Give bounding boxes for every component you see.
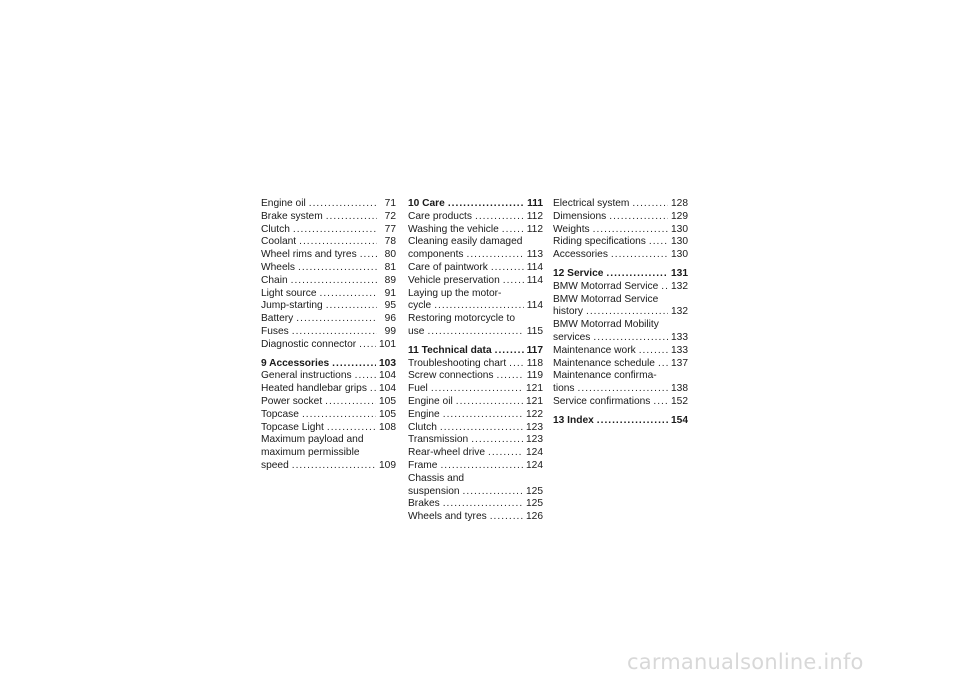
toc-chapter-heading [553,415,688,428]
toc-entry [408,383,543,396]
toc-page-number: 114 [526,261,543,273]
toc-entry [408,498,543,511]
toc-entry-title: Diagnostic connector [261,338,357,350]
toc-entry-row [261,370,396,383]
dot-leader [325,396,376,409]
toc-entry-title: Frame [408,459,438,471]
toc-entry-row [261,236,396,249]
toc-page-number: 89 [384,274,396,286]
dot-leader [292,326,377,339]
toc-entry-title-line: BMW Motorrad Service [553,293,659,305]
toc-entry [408,236,543,262]
toc-entry-row [261,313,396,326]
toc-entry-row [553,268,688,281]
dot-leader [370,383,376,396]
toc-entry-title: Service confirmations [553,395,651,407]
toc-page-number: 121 [526,383,543,395]
toc-page-number: 81 [384,261,396,273]
toc-entry-row [408,396,543,409]
toc-entry-row [408,358,543,371]
toc-page-number: 128 [671,198,688,209]
toc-entry-row [261,358,396,371]
toc-page-number: 111 [527,198,543,209]
dot-leader [434,300,524,313]
toc-entry-title: Engine oil [408,395,453,407]
toc-entry-title-line: BMW Motorrad Mobility [553,319,659,331]
toc-page-number: 101 [379,338,396,350]
toc-entry-row [261,422,396,435]
toc-page-number: 115 [526,325,543,337]
toc-page-number: 91 [384,287,396,299]
toc-entry [408,224,543,237]
toc-chapter-heading [408,198,543,211]
toc-page-number: 108 [379,421,396,433]
toc-entry-title: Screw connections [408,370,494,382]
dot-leader [639,345,668,358]
dot-leader [471,434,523,447]
dot-leader [611,249,668,262]
toc-page-number: 119 [526,370,543,382]
dot-leader [597,415,668,428]
toc-entry-title: services [553,331,591,343]
dot-leader [509,358,524,371]
toc-page-number: 130 [671,236,688,248]
toc-entry-row [553,358,688,371]
toc-page-number: 126 [526,511,543,523]
toc-entry-row [261,275,396,288]
toc-entry [261,396,396,409]
dot-leader [298,262,377,275]
toc-entry [261,434,396,472]
toc-page-number: 72 [384,210,396,222]
toc-page-number: 77 [384,223,396,235]
toc-entry [261,383,396,396]
toc-entry-title: Washing the vehicle [408,223,499,235]
toc-entry-row [408,422,543,435]
toc-entry-title: Electrical system [553,198,630,209]
toc-entry-row [408,486,543,499]
toc-page-number: 114 [526,274,543,286]
toc-entry-title: components [408,249,464,261]
toc-page-number: 132 [671,280,688,292]
watermark-text: carmanualsonline.info [627,650,864,674]
toc-entry-row [408,511,543,524]
toc-entry-row [553,306,688,319]
dot-leader [292,460,376,473]
toc-entry-title: Power socket [261,395,323,407]
toc-entry-row [408,262,543,275]
toc-entry-title: Dimensions [553,210,607,222]
toc-entry [553,345,688,358]
toc-entry [261,224,396,237]
toc-column-2 [408,198,543,524]
toc-entry-title: Engine [408,408,440,420]
toc-entry-row [261,409,396,422]
toc-entry [261,262,396,275]
toc-entry [408,409,543,422]
toc-entry-title: tions [553,383,575,395]
dot-leader [456,396,523,409]
toc-entry-title: BMW Motorrad Service [553,280,659,292]
toc-entry-row [261,211,396,224]
toc-entry [408,358,543,371]
toc-entry-row [261,198,396,211]
dot-leader [658,358,668,371]
toc-page-number: 121 [526,395,543,407]
toc-page-number: 104 [379,370,396,382]
toc-page-number: 99 [384,325,396,337]
toc-page-number: 114 [526,300,543,312]
toc-entry [553,319,688,345]
toc-entry-title: General instructions [261,370,352,382]
toc-entry [408,447,543,460]
toc-page-number: 112 [526,210,543,222]
toc-entry-row [553,224,688,237]
dot-leader [296,313,377,326]
toc-entry-title-line: Chassis and [408,472,465,484]
toc-entry [553,211,688,224]
toc-entry [553,198,688,211]
dot-leader [326,300,377,313]
toc-entry-row [261,396,396,409]
toc-entry-row [261,383,396,396]
toc-page-number: 80 [384,249,396,261]
toc-chapter-heading [261,358,396,371]
toc-entry [261,211,396,224]
toc-page-number: 130 [671,223,688,235]
toc-page-number: 130 [671,249,688,261]
toc-page-number: 138 [671,383,688,395]
toc-entry-title: Engine oil [261,198,306,209]
dot-leader [355,370,376,383]
toc-entry-row [408,498,543,511]
toc-entry [408,396,543,409]
toc-entry-row [261,326,396,339]
dot-leader [320,288,378,301]
toc-entry [408,473,543,499]
toc-entry-title: 12 Service [553,267,604,279]
toc-page-number: 154 [671,414,688,426]
toc-entry-title-line: Cleaning easily damaged [408,236,523,248]
toc-entry-title: Troubleshooting chart [408,357,507,369]
dot-leader [443,409,523,422]
toc-entry-row [553,211,688,224]
toc-page-number: 123 [526,421,543,433]
toc-entry-title-line: Maximum payload and [261,434,364,446]
toc-page-number: 95 [384,300,396,312]
toc-entry-row [408,345,543,358]
dot-leader [606,268,668,281]
dot-leader [593,224,668,237]
dot-leader [502,224,524,237]
toc-entry-row [408,224,543,237]
toc-page-number: 117 [526,344,543,356]
dot-leader [649,236,668,249]
toc-entry-title: cycle [408,300,432,312]
toc-entry-title: use [408,325,425,337]
toc-page-number: 132 [671,306,688,318]
toc-entry-title: Brakes [408,498,440,510]
toc-entry [408,313,543,339]
toc-page-number: 137 [671,357,688,369]
toc-entry [261,198,396,211]
toc-entry-row [408,460,543,473]
toc-page-number: 103 [379,357,396,369]
toc-page-number: 133 [671,344,688,356]
toc-entry-title: Rear-wheel drive [408,447,486,459]
toc-page-number: 125 [526,485,543,497]
toc-entry-row [553,198,688,211]
toc-entry-row [553,345,688,358]
toc-entry-row [408,447,543,460]
toc-page-number: 118 [526,357,543,369]
toc-entry-title: 13 Index [553,414,594,426]
toc-entry-row [408,434,543,447]
toc-entry [261,409,396,422]
toc-entry [261,236,396,249]
toc-entry-title-line: maximum permissible [261,447,360,459]
toc-entry-row [553,281,688,294]
toc-entry-row [553,383,688,396]
toc-entry [408,275,543,288]
toc-entry-title: Topcase Light [261,421,324,433]
toc-entry [408,422,543,435]
dot-leader [293,224,377,237]
dot-leader [427,326,523,339]
toc-entry [261,339,396,352]
toc-entry [408,434,543,447]
toc-entry-title: Wheels [261,261,295,273]
toc-page-number: 152 [671,395,688,407]
toc-entry-row [261,339,396,352]
toc-entry-title: 10 Care [408,198,445,209]
toc-entry-title: Weights [553,223,590,235]
dot-leader [491,262,524,275]
toc-chapter-heading [408,345,543,358]
toc-entry [261,370,396,383]
toc-entry-row [261,460,396,473]
toc-page-number: 105 [379,395,396,407]
dot-leader [360,249,377,262]
dot-leader [488,447,523,460]
toc-entry-row [408,249,543,262]
toc-entry [261,275,396,288]
toc-page-number: 71 [384,198,396,209]
toc-entry [553,358,688,371]
toc-entry-title: Riding specifications [553,236,646,248]
toc-entry-title: Care products [408,210,472,222]
toc-entry-title: Vehicle preservation [408,274,500,286]
toc-page-number: 96 [384,313,396,325]
toc-entry-title: Clutch [408,421,437,433]
toc-entry-title: 9 Accessories [261,357,330,369]
dot-leader [299,236,377,249]
toc-entry-title: Fuel [408,383,428,395]
toc-entry-title: Jump-starting [261,300,323,312]
toc-entry-row [553,332,688,345]
dot-leader [431,383,523,396]
toc-entry [408,460,543,473]
toc-entry-row [408,326,543,339]
toc-entry [261,288,396,301]
toc-entry-row [553,236,688,249]
toc-entry-title: speed [261,459,289,471]
toc-entry-row [261,249,396,262]
toc-entry-title: suspension [408,485,460,497]
toc-entry-row [408,409,543,422]
toc-page-number: 129 [671,210,688,222]
dot-leader [443,498,523,511]
dot-leader [291,275,377,288]
toc-entry-row [553,249,688,262]
dot-leader [440,422,523,435]
toc-entry [553,370,688,396]
toc-entry-title: Coolant [261,236,297,248]
toc-entry [261,313,396,326]
toc-page-number: 105 [379,408,396,420]
toc-entry-row [408,198,543,211]
toc-entry-title: Brake system [261,210,323,222]
toc-entry-title: Battery [261,313,294,325]
dot-leader [463,486,523,499]
toc-entry-title: Heated handlebar grips [261,383,367,395]
toc-page-number: 123 [526,434,543,446]
toc-page-number: 122 [526,408,543,420]
toc-entry-row [553,415,688,428]
dot-leader [327,422,376,435]
dot-leader [440,460,523,473]
toc-entry-row [261,300,396,313]
dot-leader [309,198,377,211]
dot-leader [593,332,668,345]
toc-entry-title-line: Restoring motorcycle to [408,313,516,325]
dot-leader [467,249,524,262]
dot-leader [609,211,668,224]
dot-leader [653,396,668,409]
toc-entry [408,211,543,224]
toc-page-number: 125 [526,498,543,510]
dot-leader [586,306,668,319]
toc-entry [408,370,543,383]
toc-entry [261,300,396,313]
dot-leader [302,409,376,422]
toc-entry [553,224,688,237]
dot-leader [326,211,377,224]
toc-entry-row [408,300,543,313]
toc-entry-row [261,262,396,275]
toc-entry-title: Accessories [553,249,608,261]
toc-entry-title-line: Laying up the motor- [408,287,502,299]
toc-entry-title: Topcase [261,408,299,420]
toc-entry [408,288,543,314]
dot-leader [578,383,668,396]
toc-entry-row [261,224,396,237]
toc-page-number: 124 [526,447,543,459]
dot-leader [497,370,524,383]
toc-entry-row [408,383,543,396]
toc-entry [408,262,543,275]
dot-leader [495,345,524,358]
toc-entry-row [261,288,396,301]
toc-entry-title: Light source [261,287,317,299]
toc-entry [553,281,688,294]
toc-entry-title: history [553,306,584,318]
toc-page-number: 124 [526,459,543,471]
dot-leader [661,281,668,294]
dot-leader [448,198,524,211]
toc-entry-title: Wheels and tyres [408,511,487,523]
dot-leader [332,358,376,371]
toc-chapter-heading [553,268,688,281]
toc-entry-title: Wheel rims and tyres [261,249,357,261]
dot-leader [503,275,524,288]
toc-entry-title-line: Maintenance confirma- [553,370,657,382]
toc-entry-title: Transmission [408,434,469,446]
toc-page-number: 113 [526,249,543,261]
toc-entry-title: Chain [261,274,288,286]
toc-entry-title: Care of paintwork [408,261,488,273]
toc-entry-row [408,370,543,383]
toc-page-number: 104 [379,383,396,395]
toc-entry [261,422,396,435]
toc-entry [261,326,396,339]
toc-entry-title: Maintenance work [553,344,636,356]
toc-page-number: 112 [526,223,543,235]
toc-entry [553,396,688,409]
toc-entry-title: 11 Technical data [408,344,492,356]
toc-page-number: 109 [379,459,396,471]
dot-leader [475,211,524,224]
dot-leader [490,511,523,524]
toc-entry [553,236,688,249]
dot-leader [632,198,668,211]
toc-page-number: 78 [384,236,396,248]
dot-leader [359,339,376,352]
toc-page-number: 133 [671,331,688,343]
toc-entry-title: Maintenance schedule [553,357,655,369]
toc-column-1 [261,198,396,473]
toc-entry-title: Clutch [261,223,290,235]
toc-entry-row [408,211,543,224]
toc-page-number: 131 [671,267,688,279]
toc-entry [408,511,543,524]
toc-entry-title: Fuses [261,325,289,337]
toc-entry-row [408,275,543,288]
toc-entry-row [553,396,688,409]
toc-column-3 [553,198,688,428]
toc-entry [553,249,688,262]
toc-entry [553,294,688,320]
toc-entry [261,249,396,262]
